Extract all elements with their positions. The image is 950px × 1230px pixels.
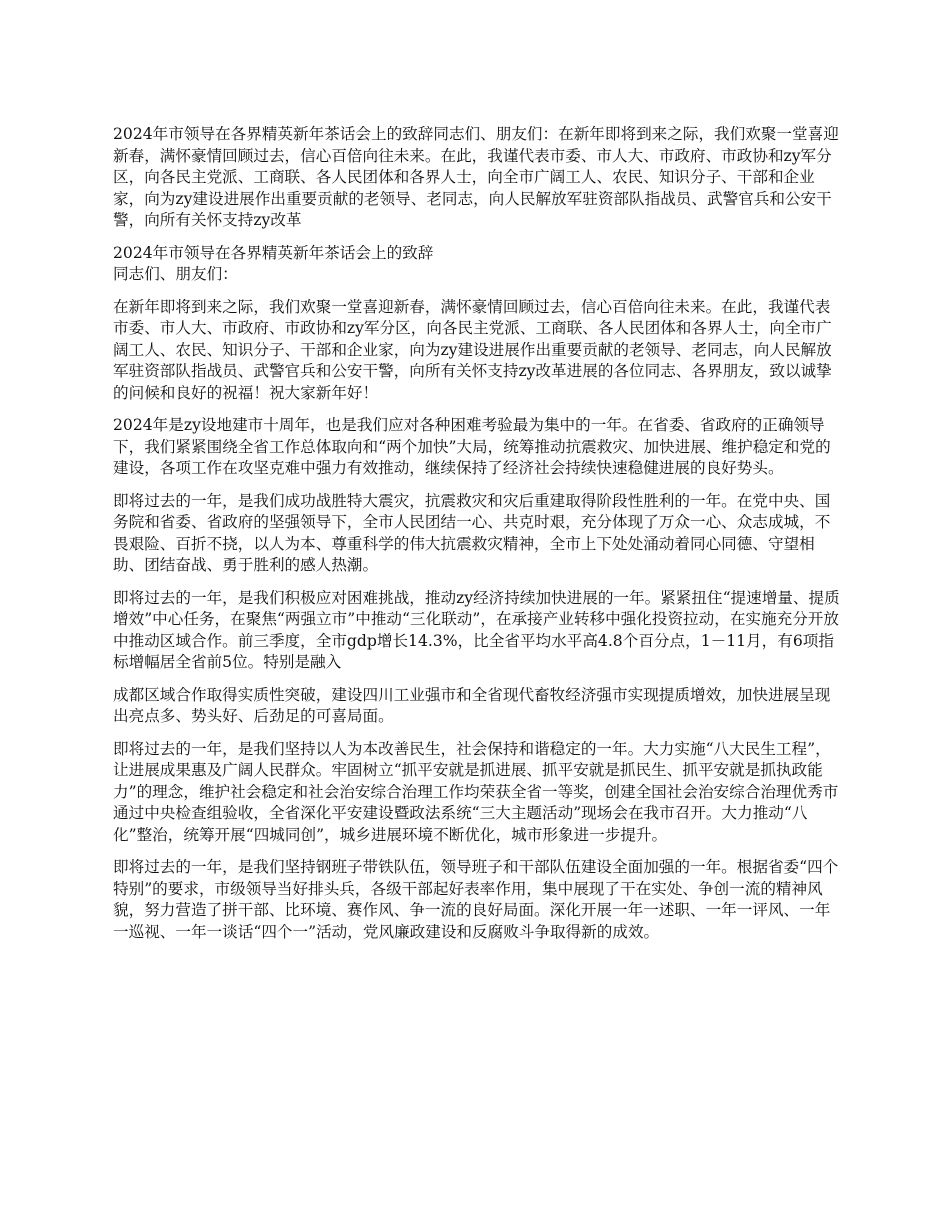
body-paragraph: 即将过去的一年，是我们成功战胜特大震灾，抗震救灾和灾后重建取得阶段性胜利的一年。在党中央、国务院和省委、省政府的坚强领导下，全市人民团结一心、共克时艰，充分体现了万众一心、众志成城，不畏艰险、百折不挠，以人为本、尊重科学的伟大抗震救灾精神，全市上下处处涌动着同心同德、守望相助、团结奋战、勇于胜利的感人热潮。	[113, 491, 831, 574]
document-page	[113, 124, 840, 954]
salutation: 同志们、朋友们：	[113, 265, 238, 283]
intro-paragraph: 2024年市领导在各界精英新年茶话会上的致辞同志们、朋友们：在新年即将到来之际，我们欢聚一堂喜迎新春，满怀豪情回顾过去，信心百倍向往未来。在此，我谨代表市委、市人大、市政府、市政协和zy军分区，向各民主党派、工商联、各人民团体和各界人士，向全市广阔工人、农民、知识分子、干部和企业家，向为zy建设进展作出重要贡献的老领导、老同志，向人民解放军驻资部队指战员、武警官兵和公安干警，向所有关怀支持zy改革	[113, 125, 839, 229]
document-title: 2024年市领导在各界精英新年茶话会上的致辞	[113, 243, 434, 262]
body-paragraph: 成都区域合作取得实质性突破，建设四川工业强市和全省现代畜牧经济强市实现提质增效，加快进展呈现出亮点多、势头好、后劲足的可喜局面。	[113, 685, 831, 725]
title-block	[113, 243, 840, 286]
body-paragraph: 在新年即将到来之际，我们欢聚一堂喜迎新春，满怀豪情回顾过去，信心百倍向往未来。在此，我谨代表市委、市人大、市政府、市政协和zy军分区，向各民主党派、工商联、各人民团体和各界人士，向全市广阔工人、农民、知识分子、干部和企业家，向为zy建设进展作出重要贡献的老领导、老同志，向人民解放军驻资部队指战员、武警官兵和公安干警，向所有关怀支持zy改革进展的各位同志、各界朋友，致以诚挚的问候和良好的祝福！祝大家新年好！	[113, 297, 832, 402]
body-paragraph: 即将过去的一年，是我们积极应对困难挑战，推动zy经济持续加快进展的一年。紧紧扭住“提速增量、提质增效”中心任务，在聚焦“两强立市”中推动“三化联动”，在承接产业转移中强化投资拉动，在实施充分开放中推动区域合作。前三季度，全市gdp增长14.3%，比全省平均水平高4.8个百分点，1－11月，有6项指标增幅居全省前5位。特别是融入	[113, 588, 840, 671]
body-paragraph: 即将过去的一年，是我们坚持以人为本改善民生，社会保持和谐稳定的一年。大力实施“八大民生工程”，让进展成果惠及广阔人民群众。牢固树立“抓平安就是抓进展、抓平安就是抓民生、抓平安就是抓执政能力”的理念，维护社会稳定和社会治安综合治理工作均荣获全省一等奖，创建全国社会治安综合治理优秀市通过中央检查组验收，全省深化平安建设暨政法系统“三大主题活动”现场会在我市召开。大力推动“八化”整治，统筹开展“四城同创”，城乡进展环境不断优化，城市形象进一步提升。	[113, 739, 839, 844]
body-paragraph: 即将过去的一年，是我们坚持钢班子带铁队伍，领导班子和干部队伍建设全面加强的一年。根据省委“四个特别”的要求，市级领导当好排头兵，各级干部起好表率作用，集中展现了干在实处、争创一流的精神风貌，努力营造了拼干部、比环境、赛作风、争一流的良好局面。深化开展一年一述职、一年一评风、一年一巡视、一年一谈话“四个一”活动，党风廉政建设和反腐败斗争取得新的成效。	[113, 858, 839, 941]
body-paragraph: 2024年是zy设地建市十周年，也是我们应对各种困难考验最为集中的一年。在省委、省政府的正确领导下，我们紧紧围绕全省工作总体取向和“两个加快”大局，统筹推动抗震救灾、加快进展、维护稳定和党的建设，各项工作在攻坚克难中强力有效推动，继续保持了经济社会持续快速稳健进展的良好势头。	[113, 416, 831, 477]
